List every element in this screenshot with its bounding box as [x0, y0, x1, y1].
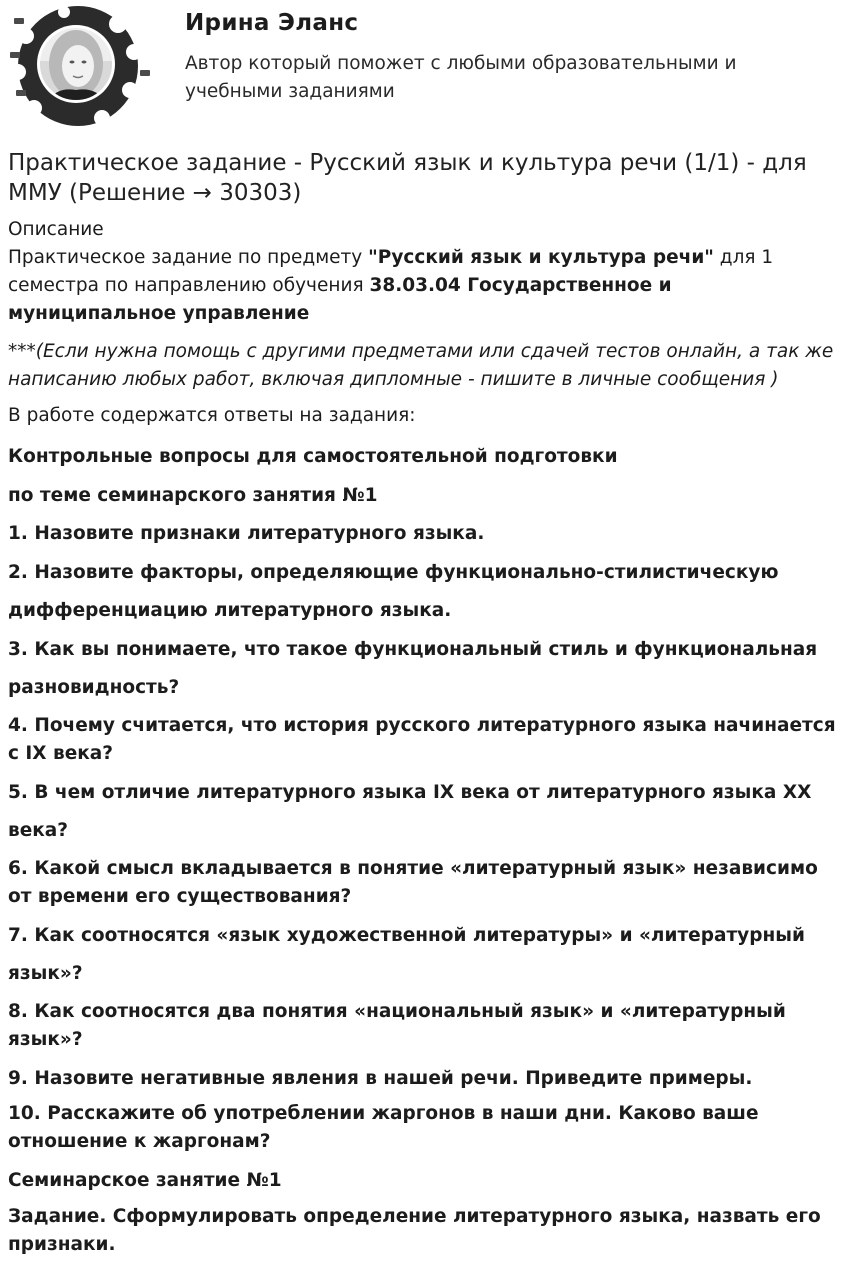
- question-7-line-1: 7. Как соотносятся «язык художественной литературы» и «литературный: [8, 924, 805, 946]
- seminar-task: Задание. Сформулировать определение литературного языка, назвать его признаки.: [8, 1205, 821, 1255]
- question-3-line-2: разновидность?: [8, 677, 180, 698]
- film-reel-avatar-icon: [6, 6, 152, 128]
- question-1: 1. Назовите признаки литературного языка.: [8, 523, 485, 544]
- description-text: [8, 244, 843, 328]
- page-title: Практическое задание - Русский язык и культура речи (1/1) - для ММУ (Решение → 30303): [8, 150, 807, 206]
- description-label: Описание: [8, 219, 104, 240]
- intro-text: В работе содержатся ответы на задания:: [8, 405, 416, 426]
- avatar[interactable]: [6, 6, 152, 128]
- question-3-line-1: 3. Как вы понимаете, что такое функциональный стиль и функциональная: [8, 638, 818, 660]
- question-9: 9. Назовите негативные явления в нашей речи. Приведите примеры.: [8, 1067, 753, 1089]
- author-name[interactable]: Ирина Эланс: [185, 10, 359, 36]
- question-7-line-2: язык»?: [8, 963, 83, 984]
- description-text-part-1: Практическое задание по предмету: [8, 247, 369, 268]
- author-bio: Автор который поможет с любыми образовательными и учебными заданиями: [185, 53, 737, 102]
- questions-heading: Контрольные вопросы для самостоятельной подготовки: [8, 446, 618, 467]
- questions-subheading: по теме семинарского занятия №1: [8, 484, 378, 506]
- question-5-line-2: века?: [8, 820, 69, 841]
- question-4: 4. Почему считается, что история русского литературного языка начинается с IX века?: [8, 714, 836, 764]
- question-10: 10. Расскажите об употреблении жаргонов в наши дни. Каково ваше отношение к жаргонам?: [8, 1103, 759, 1152]
- description-subject: "Русский язык и культура речи": [368, 247, 714, 268]
- description-direction: 38.03.04 Государственное и муниципальное управление: [8, 275, 672, 324]
- description-text-part-2: для 1 семестра по направлению обучения: [8, 247, 774, 296]
- question-2-line-1: 2. Назовите факторы, определяющие функционально-стилистическую: [8, 561, 779, 583]
- question-5-line-1: 5. В чем отличие литературного языка IX века от литературного языка XX: [8, 781, 812, 803]
- author-header: [0, 0, 847, 140]
- question-6: 6. Какой смысл вкладывается в понятие «литературный язык» независимо от времени его существования?: [8, 857, 818, 907]
- seminar-heading: Семинарское занятие №1: [8, 1170, 282, 1191]
- document-body: [8, 148, 843, 1269]
- question-2-line-2: дифференциацию литературного языка.: [8, 600, 452, 621]
- question-8: 8. Как соотносятся два понятия «национальный язык» и «литературный язык»?: [8, 1000, 786, 1050]
- help-note: ***(Если нужна помощь с другими предметами или сдачей тестов онлайн, а так же написанию любых работ, включая дипломные - пишите в личные сообщения ): [8, 341, 834, 390]
